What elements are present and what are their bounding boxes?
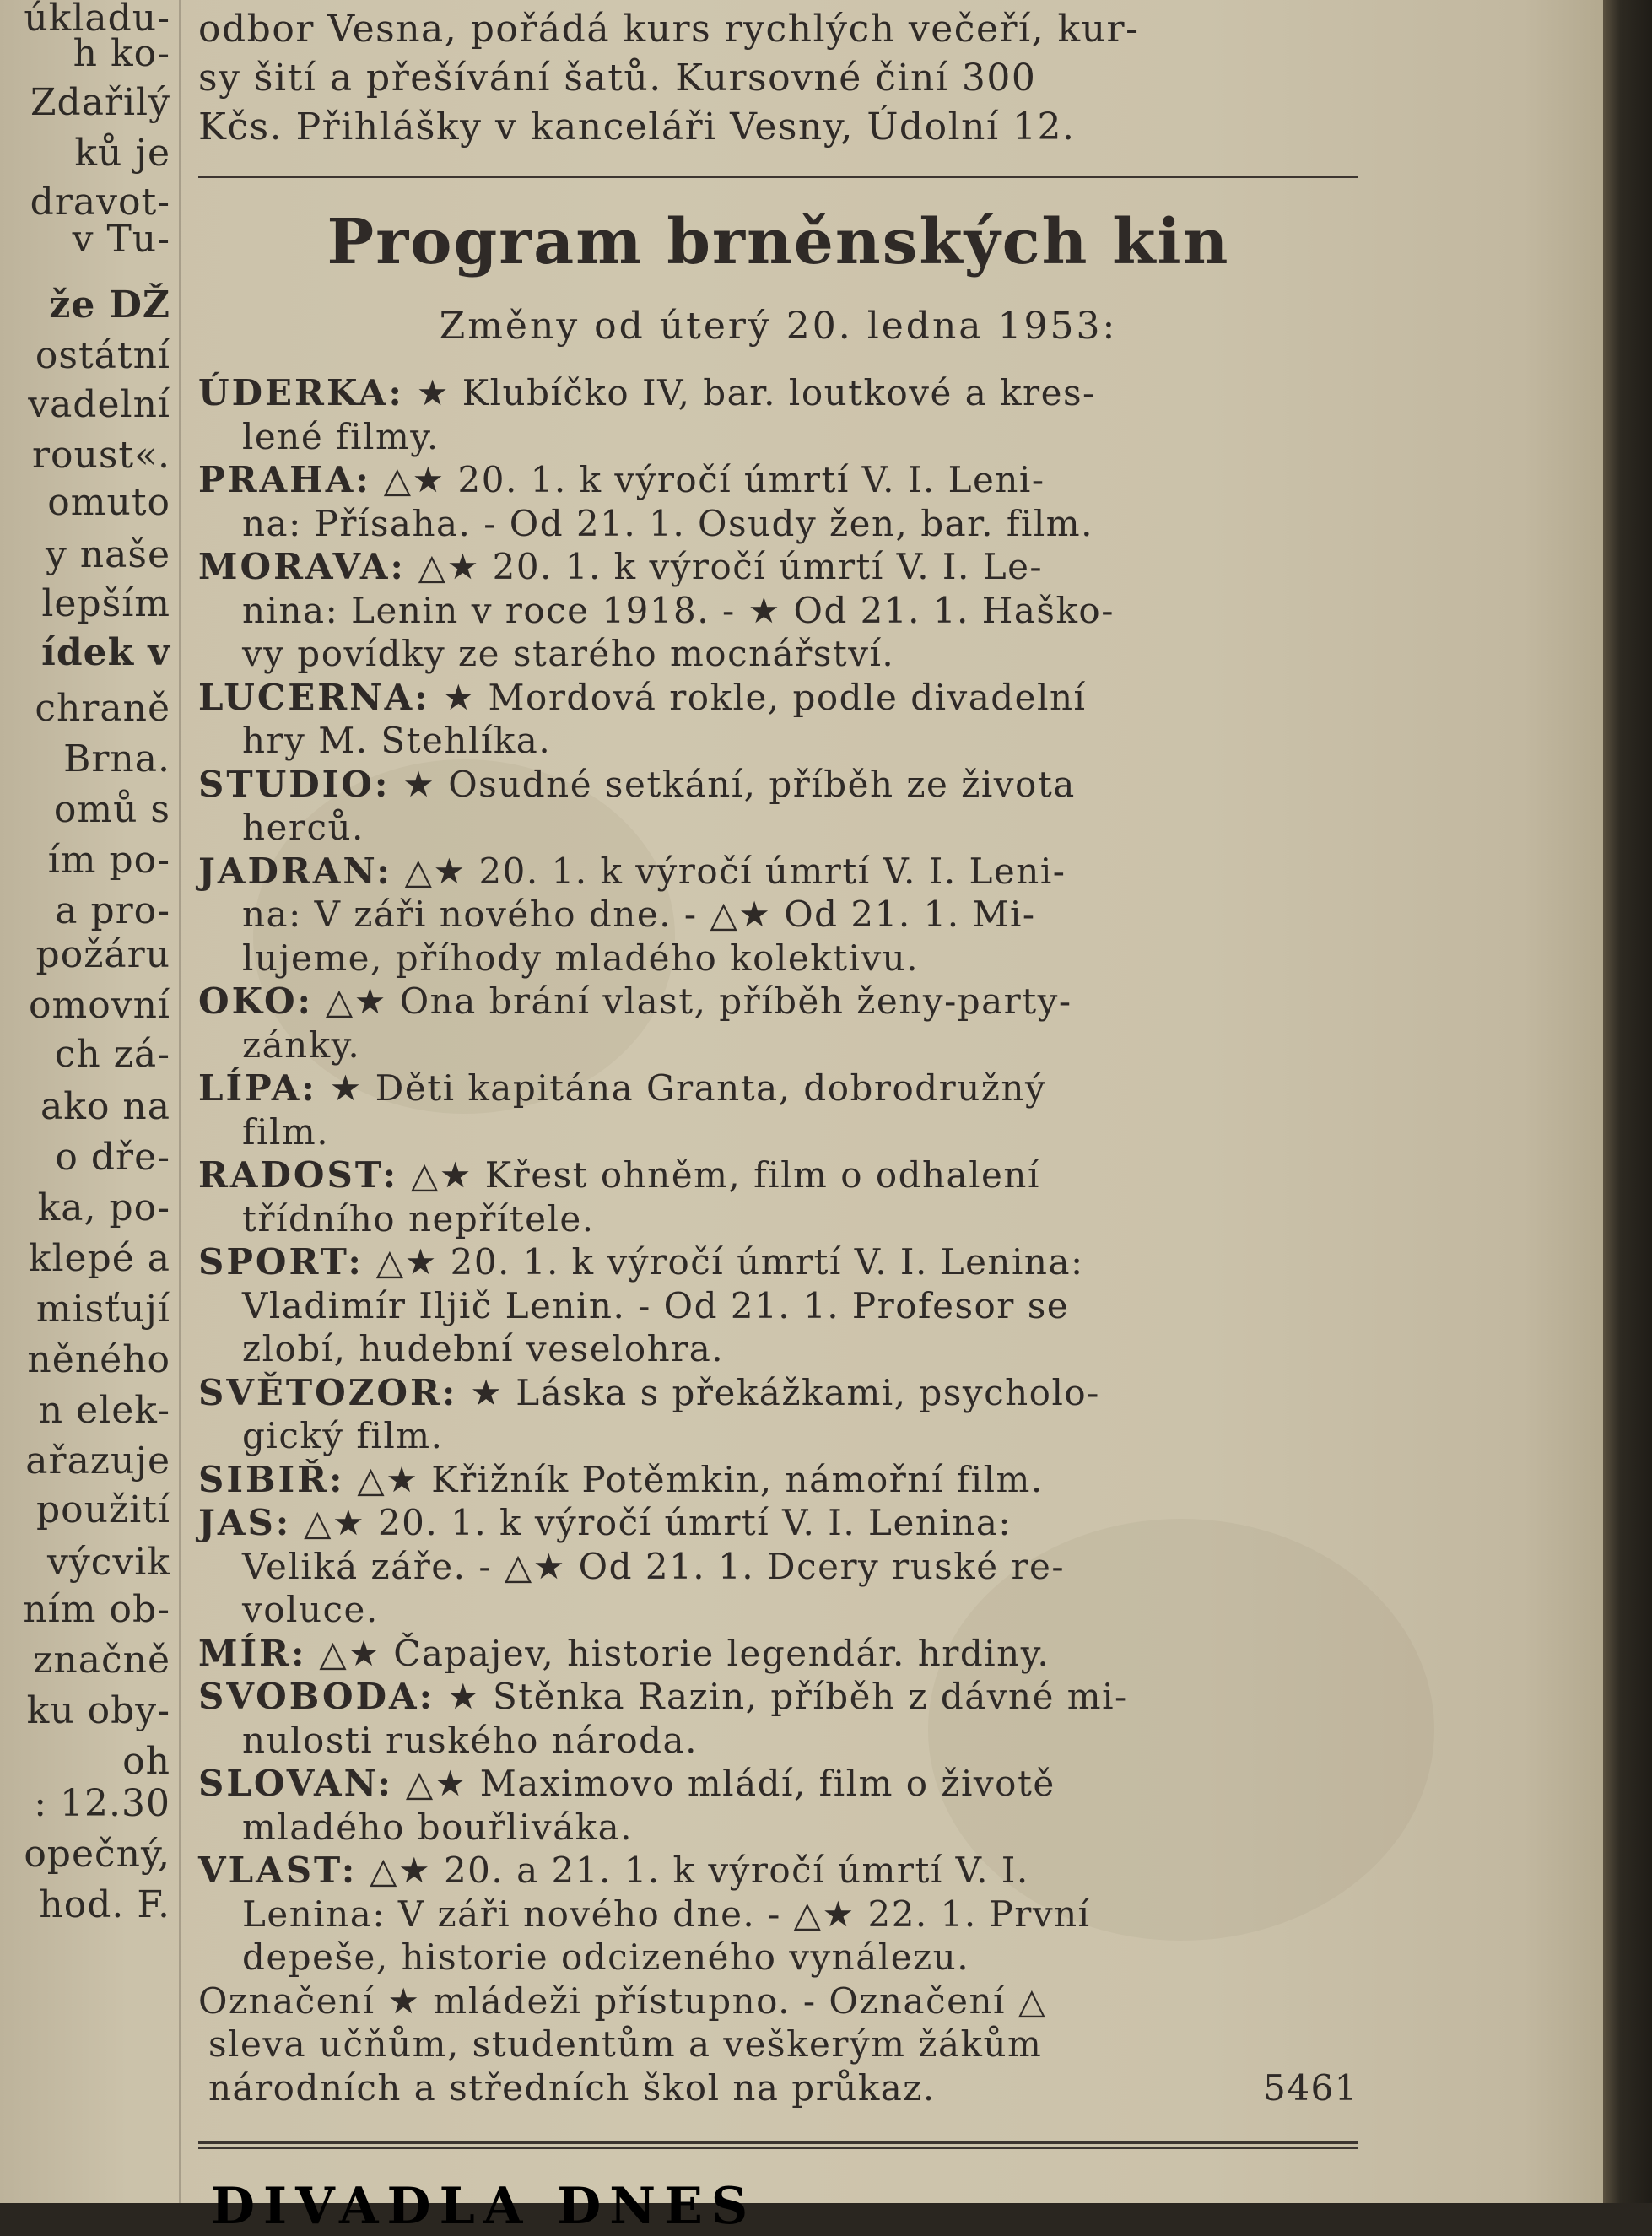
left-column-line: hod. F. [39, 1883, 170, 1926]
left-column-line: ím po- [47, 839, 170, 882]
entry-continuation-line [198, 1893, 1358, 1936]
entry-text: zlobí, hudební veselohra. [242, 1328, 725, 1369]
entry-text: voluce. [242, 1589, 379, 1630]
entry-first-line [198, 1849, 1358, 1893]
left-column-line: oh [122, 1740, 170, 1783]
cinema-name: STUDIO: [198, 763, 391, 805]
entry-text: ★ Osudné setkání, příběh ze života [402, 763, 1076, 805]
left-column-line: lepším [41, 582, 170, 625]
legend-line: Označení ★ mládeži přístupno. - Označení △ [198, 1979, 1047, 2022]
entry-text: nulosti ruského národa. [242, 1719, 698, 1761]
cinema-name: LUCERNA: [198, 676, 430, 718]
notice-line: odbor Vesna, pořádá kurs rychlých večeří, kur- [198, 8, 1140, 51]
cinema-listing [198, 371, 1358, 2109]
entry-continuation-line [198, 719, 1358, 763]
cinema-entry [198, 545, 1358, 676]
left-column-line: y naše [45, 533, 170, 576]
cinema-name: RADOST: [198, 1154, 399, 1196]
entry-continuation-line [198, 893, 1358, 937]
entry-continuation-line [198, 1327, 1358, 1371]
entry-continuation-line [198, 1719, 1358, 1763]
cinema-name: SVOBODA: [198, 1676, 435, 1717]
left-column-line: ním ob- [23, 1588, 170, 1631]
entry-text: vy povídky ze starého mocnářství. [242, 633, 895, 674]
column-divider [179, 0, 181, 2203]
cinema-name: MÍR: [198, 1632, 307, 1674]
cinema-name: OKO: [198, 980, 314, 1022]
left-column-line: úkladu- [24, 0, 170, 40]
left-column-line: dravot- [30, 181, 170, 224]
cinema-entry [198, 850, 1358, 980]
page-title: Program brněnských kin [327, 206, 1230, 278]
entry-first-line [198, 1371, 1358, 1415]
left-column-line: h ko- [73, 32, 170, 75]
left-column-line: omovní [29, 984, 170, 1027]
entry-continuation-line [198, 1588, 1358, 1632]
entry-text: △★ 20. 1. k výročí úmrtí V. I. Leni- [383, 459, 1045, 500]
left-column-line: ostátní [35, 334, 170, 377]
entry-first-line [198, 676, 1358, 720]
cinema-entry [198, 1632, 1358, 1676]
entry-text: lené filmy. [242, 415, 440, 457]
left-column-line: ch zá- [54, 1033, 170, 1076]
entry-text: ★ Děti kapitána Granta, dobrodružný [329, 1067, 1047, 1109]
left-column-line: ka, po- [37, 1186, 170, 1229]
left-column-line: Brna. [63, 737, 170, 780]
entry-first-line [198, 545, 1358, 589]
left-column-line: že DŽ [49, 284, 170, 327]
entry-first-line [198, 1501, 1358, 1545]
left-column-line: o dře- [55, 1136, 170, 1179]
left-column-line: požáru [35, 933, 170, 976]
cinema-name: SIBIŘ: [198, 1458, 345, 1500]
entry-text: Veliká záře. - △★ Od 21. 1. Dcery ruské re- [242, 1545, 1066, 1587]
left-column-line: : 12.30 [34, 1782, 170, 1825]
vesna-course-notice [198, 5, 1358, 152]
page-edge-shadow [1603, 0, 1652, 2203]
entry-text: gický film. [242, 1415, 444, 1456]
left-column-line: ku oby- [26, 1689, 170, 1732]
entry-text: zánky. [242, 1023, 361, 1066]
cinema-name: VLAST: [198, 1850, 358, 1891]
entry-first-line [198, 850, 1358, 894]
left-column-line: a pro- [55, 889, 170, 932]
left-column-fragment [0, 0, 177, 2203]
notice-line: sy šití a přešívání šatů. Kursovné činí 300 [198, 57, 1037, 100]
entry-text: △★ Ona brání vlast, příběh ženy-party- [325, 980, 1072, 1022]
left-column-line: výcvik [47, 1541, 170, 1584]
cinema-name: JADRAN: [198, 850, 392, 892]
left-column-line: ařazuje [25, 1439, 170, 1483]
entry-text: △★ 20. 1. k výročí úmrtí V. I. Lenina: [304, 1502, 1012, 1543]
cinema-entry [198, 1501, 1358, 1632]
cinema-name: LÍPA: [198, 1067, 317, 1109]
entry-text: △★ Křest ohněm, film o odhalení [410, 1154, 1040, 1196]
entry-text: na: V záři nového dne. - △★ Od 21. 1. Mi- [242, 894, 1036, 935]
legend-line: sleva učňům, studentům a veškerým žákům [208, 2023, 1043, 2065]
entry-first-line [198, 980, 1358, 1023]
left-column-line: klepé a [28, 1237, 170, 1280]
left-column-line: použití [35, 1488, 170, 1531]
left-column-line: ídek v [41, 631, 170, 674]
left-column-line: omuto [47, 481, 170, 524]
entry-continuation-line [198, 1197, 1358, 1241]
entry-text: △★ Maximovo mládí, film o životě [405, 1763, 1055, 1804]
entry-continuation-line [198, 1545, 1358, 1589]
cinema-entry [198, 980, 1358, 1067]
cinema-entry [198, 1240, 1358, 1371]
cinema-entry [198, 1762, 1358, 1849]
section-rule [198, 176, 1358, 178]
cinema-entry [198, 1849, 1358, 1979]
entry-first-line [198, 1067, 1358, 1110]
cinema-entry [198, 1458, 1358, 1502]
entry-text: nina: Lenin v roce 1918. - ★ Od 21. 1. Haško- [242, 589, 1115, 631]
cinema-name: ÚDERKA: [198, 372, 404, 413]
entry-continuation-line [198, 502, 1358, 546]
entry-text: △★ Křižník Potěmkin, námořní film. [357, 1458, 1044, 1500]
left-column-line: omů s [53, 788, 170, 831]
entry-first-line [198, 1240, 1358, 1284]
entry-first-line [198, 1632, 1358, 1676]
cinema-entry [198, 458, 1358, 545]
entry-text: △★ 20. 1. k výročí úmrtí V. I. Le- [418, 546, 1044, 587]
entry-continuation-line [198, 415, 1358, 459]
bottom-rule [198, 2141, 1358, 2144]
cinema-program-column [198, 0, 1358, 2203]
entry-text: třídního nepřítele. [242, 1197, 595, 1240]
entry-first-line [198, 1762, 1358, 1806]
cinema-entry [198, 1067, 1358, 1153]
left-column-line: opečný, [24, 1833, 170, 1876]
legend-notes [198, 1979, 1358, 2110]
entry-first-line [198, 458, 1358, 502]
left-column-line: n elek- [38, 1389, 170, 1432]
entry-continuation-line [198, 937, 1358, 980]
cinema-name: SLOVAN: [198, 1763, 394, 1804]
entry-continuation-line [198, 1414, 1358, 1458]
ad-code-number: 5461 [1263, 2066, 1358, 2109]
entry-text: na: Přísaha. - Od 21. 1. Osudy žen, bar. film. [242, 502, 1093, 544]
entry-first-line [198, 1675, 1358, 1719]
cinema-entry [198, 1153, 1358, 1240]
cinema-entry [198, 371, 1358, 458]
entry-first-line [198, 1153, 1358, 1197]
entry-continuation-line [198, 1023, 1358, 1067]
entry-first-line [198, 371, 1358, 415]
entry-first-line [198, 763, 1358, 807]
left-column-line: Zdařilý [30, 81, 170, 124]
left-column-line: značně [33, 1639, 170, 1682]
left-column-line: chraně [35, 687, 170, 730]
entry-continuation-line [198, 632, 1358, 676]
notice-line: Kčs. Přihlášky v kanceláři Vesny, Údolní 12. [198, 105, 1076, 149]
program-subtitle: Změny od úterý 20. ledna 1953: [439, 305, 1118, 348]
bottom-rule-thin [198, 2147, 1358, 2149]
next-section-heading: DIVADLA DNES [211, 2177, 757, 2236]
cinema-name: SPORT: [198, 1241, 364, 1283]
entry-text: ★ Klubíčko IV, bar. loutkové a kres- [416, 372, 1096, 413]
entry-text: ★ Láska s překážkami, psycholo- [470, 1371, 1100, 1413]
cinema-entry [198, 676, 1358, 763]
cinema-name: PRAHA: [198, 459, 371, 500]
entry-continuation-line [198, 1284, 1358, 1328]
entry-text: ★ Mordová rokle, podle divadelní [442, 676, 1087, 718]
entry-text: △★ 20. 1. k výročí úmrtí V. I. Leni- [404, 850, 1066, 892]
left-column-line: v Tu- [72, 218, 170, 261]
entry-text: Vladimír Iljič Lenin. - Od 21. 1. Profesor se [242, 1284, 1070, 1326]
left-column-line: ako na [40, 1085, 170, 1128]
entry-text: film. [242, 1110, 330, 1153]
left-column-line: ků je [74, 132, 170, 175]
left-column-line: roust«. [31, 434, 170, 477]
entry-text: Lenina: V záři nového dne. - △★ 22. 1. První [242, 1893, 1091, 1935]
entry-text: △★ 20. 1. k výročí úmrtí V. I. Lenina: [375, 1241, 1084, 1283]
left-column-line: vadelní [28, 383, 170, 426]
entry-text: ★ Stěnka Razin, příběh z dávné mi- [447, 1676, 1128, 1717]
entry-text: depeše, historie odcizeného vynálezu. [242, 1936, 970, 1978]
entry-continuation-line [198, 1936, 1358, 1979]
left-column-line: misťují [35, 1288, 170, 1331]
cinema-name: JAS: [198, 1502, 292, 1543]
entry-continuation-line [198, 589, 1358, 633]
left-column-line: něného [27, 1338, 170, 1381]
entry-continuation-line [198, 1806, 1358, 1850]
entry-text: hry M. Stehlíka. [242, 720, 552, 761]
cinema-entry [198, 1675, 1358, 1762]
entry-text: herců. [242, 807, 364, 848]
cinema-name: MORAVA: [198, 546, 406, 587]
entry-continuation-line [198, 806, 1358, 850]
cinema-name: SVĚTOZOR: [198, 1371, 458, 1413]
entry-text: lujeme, příhody mladého kolektivu. [242, 937, 920, 979]
entry-continuation-line [198, 1110, 1358, 1154]
entry-text: △★ 20. a 21. 1. k výročí úmrtí V. I. [370, 1850, 1029, 1891]
entry-text: △★ Čapajev, historie legendár. hrdiny. [319, 1632, 1050, 1674]
cinema-entry [198, 763, 1358, 850]
entry-text: mladého bouřliváka. [242, 1806, 633, 1848]
cinema-entry [198, 1371, 1358, 1458]
legend-line: národních a středních škol na průkaz. [208, 2066, 936, 2109]
entry-first-line [198, 1458, 1358, 1502]
